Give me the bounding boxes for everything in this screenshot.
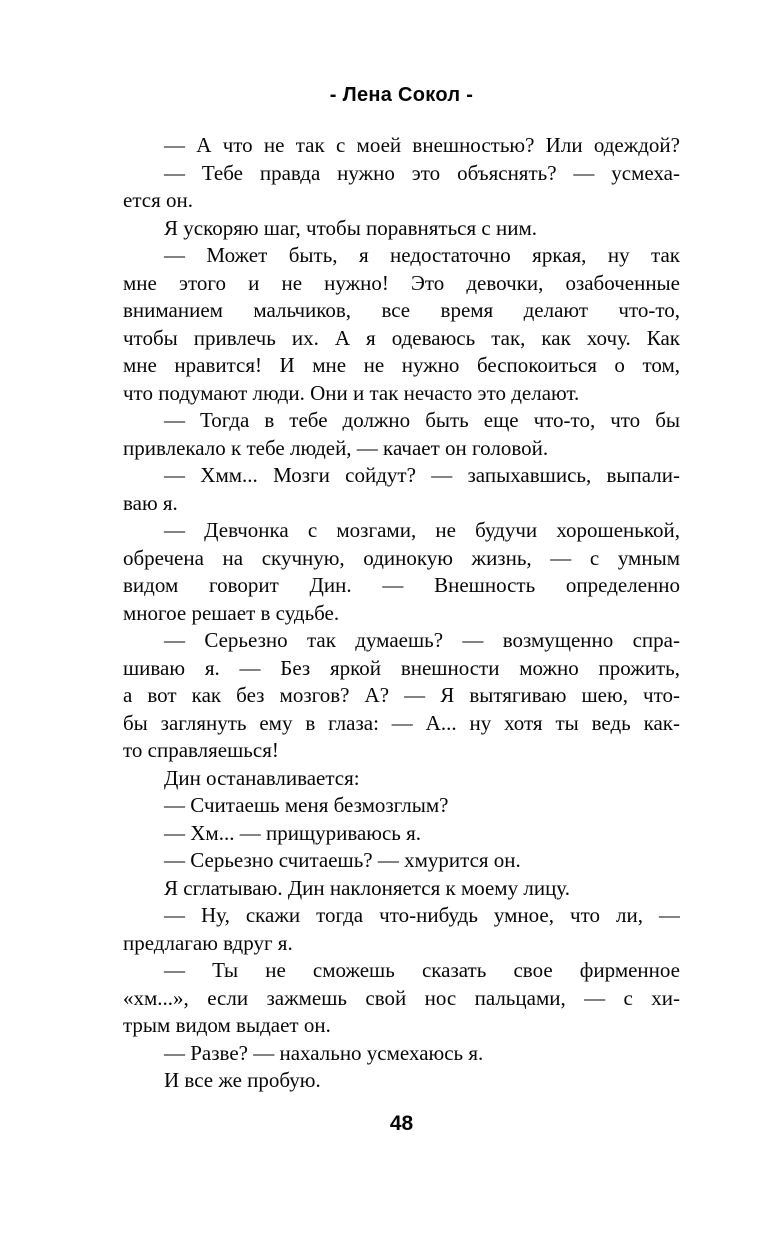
running-header: - Лена Сокол -	[329, 84, 474, 106]
text-line: «хм...», если зажмешь свой нос пальцами, — с хи-	[123, 985, 680, 1010]
text-line: обречена на скучную, одинокую жизнь, — с умным	[123, 545, 680, 570]
text-line: чтобы привлечь их. А я одеваюсь так, как хочу. Как	[123, 325, 680, 350]
text-line: — Серьезно считаешь? — хмурится он.	[164, 848, 521, 872]
text-line: — Считаешь меня безмозглым?	[164, 793, 449, 817]
text-line: ваю я.	[123, 490, 178, 515]
text-line: — Хмм... Мозги сойдут? — запыхавшись, выпали-	[164, 463, 680, 487]
text-line: — Ну, скажи тогда что-нибудь умное, что ли, —	[164, 903, 680, 927]
text-line: а вот как без мозгов? А? — Я вытягиваю шею, что-	[123, 683, 680, 707]
text-line: И все же пробую.	[164, 1068, 321, 1092]
text-line: — А что не так с моей внешностью? Или одеждой?	[164, 133, 680, 157]
text-line: трым видом выдает он.	[123, 1013, 331, 1037]
text-line: то справляешься!	[123, 738, 279, 762]
text-line: Дин останавливается:	[164, 765, 360, 790]
body-text	[123, 132, 680, 1095]
text-line: Я сглатываю. Дин наклоняется к моему лицу.	[164, 875, 570, 900]
text-line: привлекало к тебе людей, — качает он головой.	[123, 435, 549, 460]
text-line: шиваю я. — Без яркой внешности можно прожить,	[123, 655, 680, 680]
page-number: 48	[389, 1112, 414, 1135]
text-line: — Ты не сможешь сказать свое фирменное	[164, 958, 680, 982]
text-line: — Тебе правда нужно это объяснять? — усмеха-	[164, 160, 680, 185]
text-line: — Хм... — прищуриваюсь я.	[164, 820, 422, 845]
text-line: Я ускоряю шаг, чтобы поравняться с ним.	[164, 215, 537, 240]
text-line: — Тогда в тебе должно быть еще что-то, что бы	[164, 408, 680, 432]
text-line: — Разве? — нахально усмехаюсь я.	[164, 1040, 484, 1065]
text-line: предлагаю вдруг я.	[123, 930, 293, 955]
text-line: бы заглянуть ему в глаза: — А... ну хотя ты ведь как-	[123, 710, 680, 735]
text-line: что подумают люди. Они и так нечасто это делают.	[123, 380, 580, 405]
text-line: многое решает в судьбе.	[123, 600, 340, 625]
text-line: — Девчонка с мозгами, не будучи хорошенькой,	[164, 518, 680, 542]
text-line: вниманием мальчиков, все время делают что-то,	[123, 298, 680, 322]
text-line: — Серьезно так думаешь? — возмущенно спра-	[164, 628, 680, 652]
text-line: видом говорит Дин. — Внешность определенно	[123, 573, 680, 597]
text-line: мне нравится! И мне не нужно беспокоиться о том,	[123, 353, 680, 377]
text-line: ется он.	[123, 188, 193, 212]
text-line: — Может быть, я недостаточно яркая, ну так	[164, 243, 680, 267]
text-line: мне этого и не нужно! Это девочки, озабоченные	[123, 270, 680, 295]
